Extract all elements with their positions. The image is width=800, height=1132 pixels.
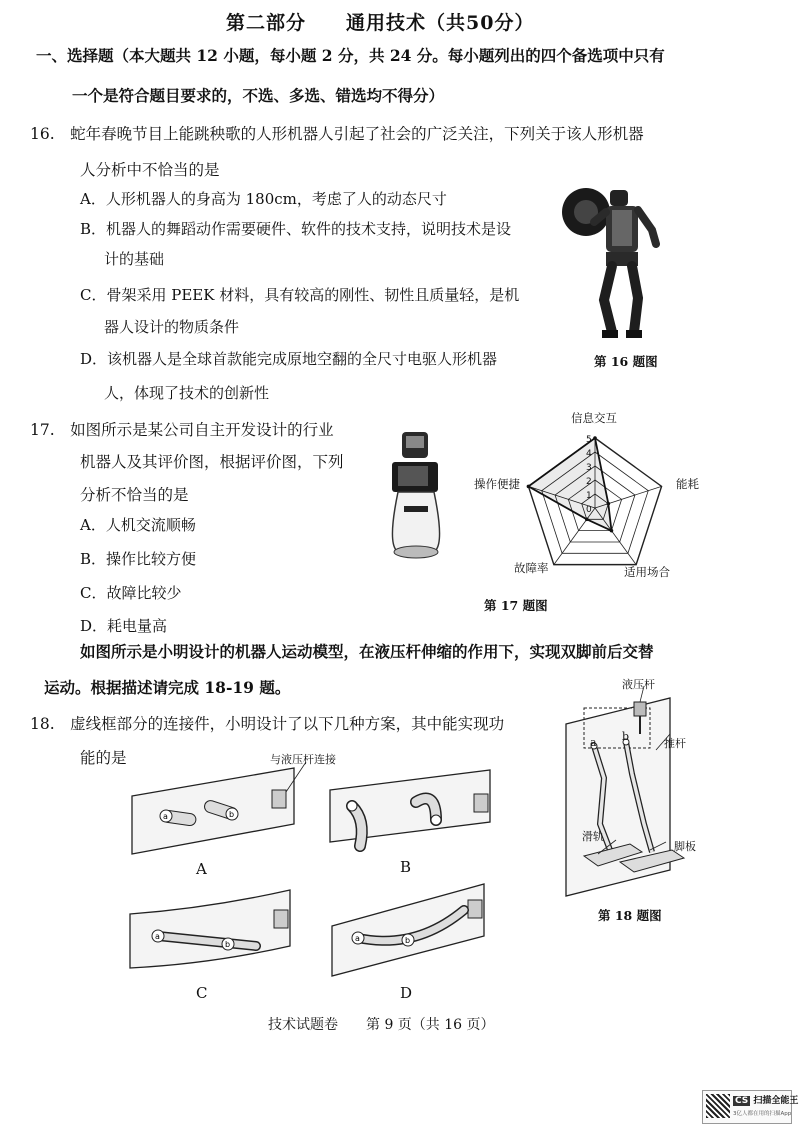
q17-option-d: D．耗电量高	[80, 617, 168, 635]
q16-option-b-cont: 计的基础	[104, 250, 165, 268]
q18-options-figure	[126, 750, 526, 1002]
label-foot: 脚板	[674, 840, 696, 853]
q16-stem: 16. 蛇年春晚节目上能跳秧歌的人形机器人引起了社会的广泛关注，下列关于该人形机器	[30, 125, 644, 143]
q16-stem-cont: 人分析中不恰当的是	[80, 161, 220, 179]
radar-point-4	[585, 518, 589, 522]
scanner-app-name: 扫描全能王	[753, 1096, 799, 1106]
label-slide: 滑轨	[582, 830, 604, 843]
q16-option-d: D．该机器人是全球首款能完成原地空翻的全尺寸电驱人形机器	[80, 350, 498, 368]
option-label-a: A	[196, 860, 207, 878]
radar-point-5	[527, 485, 531, 489]
radar-label-info: 信息交互	[571, 412, 617, 425]
q17-stem-cont1: 机器人及其评价图，根据评价图，下列	[80, 453, 344, 471]
radar-point-1	[593, 436, 597, 440]
option-label-b: B	[400, 858, 412, 876]
q17-robot-image	[382, 430, 450, 562]
q17-option-a: A．人机交流顺畅	[80, 516, 196, 534]
radar-point-2	[607, 502, 611, 506]
qr-code-icon	[706, 1094, 730, 1118]
q18-stem: 18. 虚线框部分的连接件，小明设计了以下几种方案，其中能实现功	[30, 715, 505, 733]
q16-option-b: B．机器人的舞蹈动作需要硬件、软件的技术支持，说明技术是设	[80, 220, 512, 238]
svg-text:b: b	[225, 940, 231, 949]
q16-option-d-cont: 人，体现了技术的创新性	[104, 384, 270, 402]
radar-label-energy: 能耗	[676, 477, 699, 491]
q16-robot-image	[560, 182, 680, 344]
intro-text: 如图所示是小明设计的机器人运动模型，在液压杆伸缩的作用下，实现双脚前后交替	[80, 642, 654, 661]
radar-label-operation: 操作便捷	[474, 477, 520, 491]
radar-label-scenario: 适用场合	[624, 565, 670, 579]
q17-option-b: B．操作比较方便	[80, 550, 197, 568]
radar-series-1	[528, 438, 611, 531]
q17-option-c: C．故障比较少	[80, 584, 182, 602]
q17-stem: 17. 如图所示是某公司自主开发设计的行业	[30, 421, 334, 439]
q18-caption: 第 18 题图	[598, 908, 662, 923]
label-a: a	[163, 812, 168, 821]
radar-point-3	[610, 529, 614, 533]
q18-mechanism-figure	[560, 674, 700, 902]
intro-text-cont: 运动。根据描述请完成 18-19 题。	[44, 678, 291, 697]
label-a-fig: a	[590, 736, 597, 749]
q17-radar-chart	[470, 412, 720, 594]
radar-tick-5: 5	[586, 435, 592, 445]
option-label-c: C	[196, 984, 208, 1002]
q16-caption: 第 16 题图	[594, 354, 658, 369]
label-b-fig: b	[622, 730, 630, 743]
section-title-cont: 一个是符合题目要求的，不选、多选、错选均不得分）	[72, 86, 445, 105]
svg-text:a: a	[355, 934, 360, 943]
radar-tick-2: 2	[586, 477, 592, 487]
section-title: 一、选择题（本大题共 12 小题，每小题 2 分，共 24 分。每小题列出的四个备选项中只有	[36, 46, 665, 65]
connect-label: 与液压杆连接	[270, 753, 336, 766]
q17-stem-cont2: 分析不恰当的是	[80, 486, 189, 504]
q16-option-c-cont: 器人设计的物质条件	[104, 318, 240, 336]
radar-tick-1: 1	[586, 491, 592, 501]
label-hydraulic: 液压杆	[622, 678, 655, 691]
q17-caption: 第 17 题图	[484, 598, 548, 613]
q16-option-a: A．人形机器人的身高为 180cm，考虑了人的动态尺寸	[80, 190, 447, 208]
label-b: b	[229, 810, 235, 819]
q16-option-c: C．骨架采用 PEEK 材料，具有较高的刚性、韧性且质量轻，是机	[80, 286, 520, 304]
page-title: 第二部分 通用技术（共50分）	[226, 12, 535, 34]
option-label-d: D	[400, 984, 413, 1002]
scan-watermark	[702, 1090, 799, 1124]
q18-stem-cont: 能的是	[80, 749, 127, 767]
radar-label-failure: 故障率	[514, 561, 549, 575]
cs-logo: CS	[735, 1096, 749, 1106]
scanner-app-sub: 3亿人都在用的扫描App	[733, 1111, 792, 1117]
radar-tick-4: 4	[586, 449, 592, 459]
svg-text:a: a	[155, 932, 160, 941]
page-footer: 技术试题卷 第 9 页（共 16 页）	[268, 1017, 495, 1033]
svg-text:b: b	[405, 936, 411, 945]
radar-tick-0: 0	[586, 505, 592, 515]
label-pushrod: 推杆	[664, 737, 686, 750]
radar-tick-3: 3	[586, 463, 592, 473]
